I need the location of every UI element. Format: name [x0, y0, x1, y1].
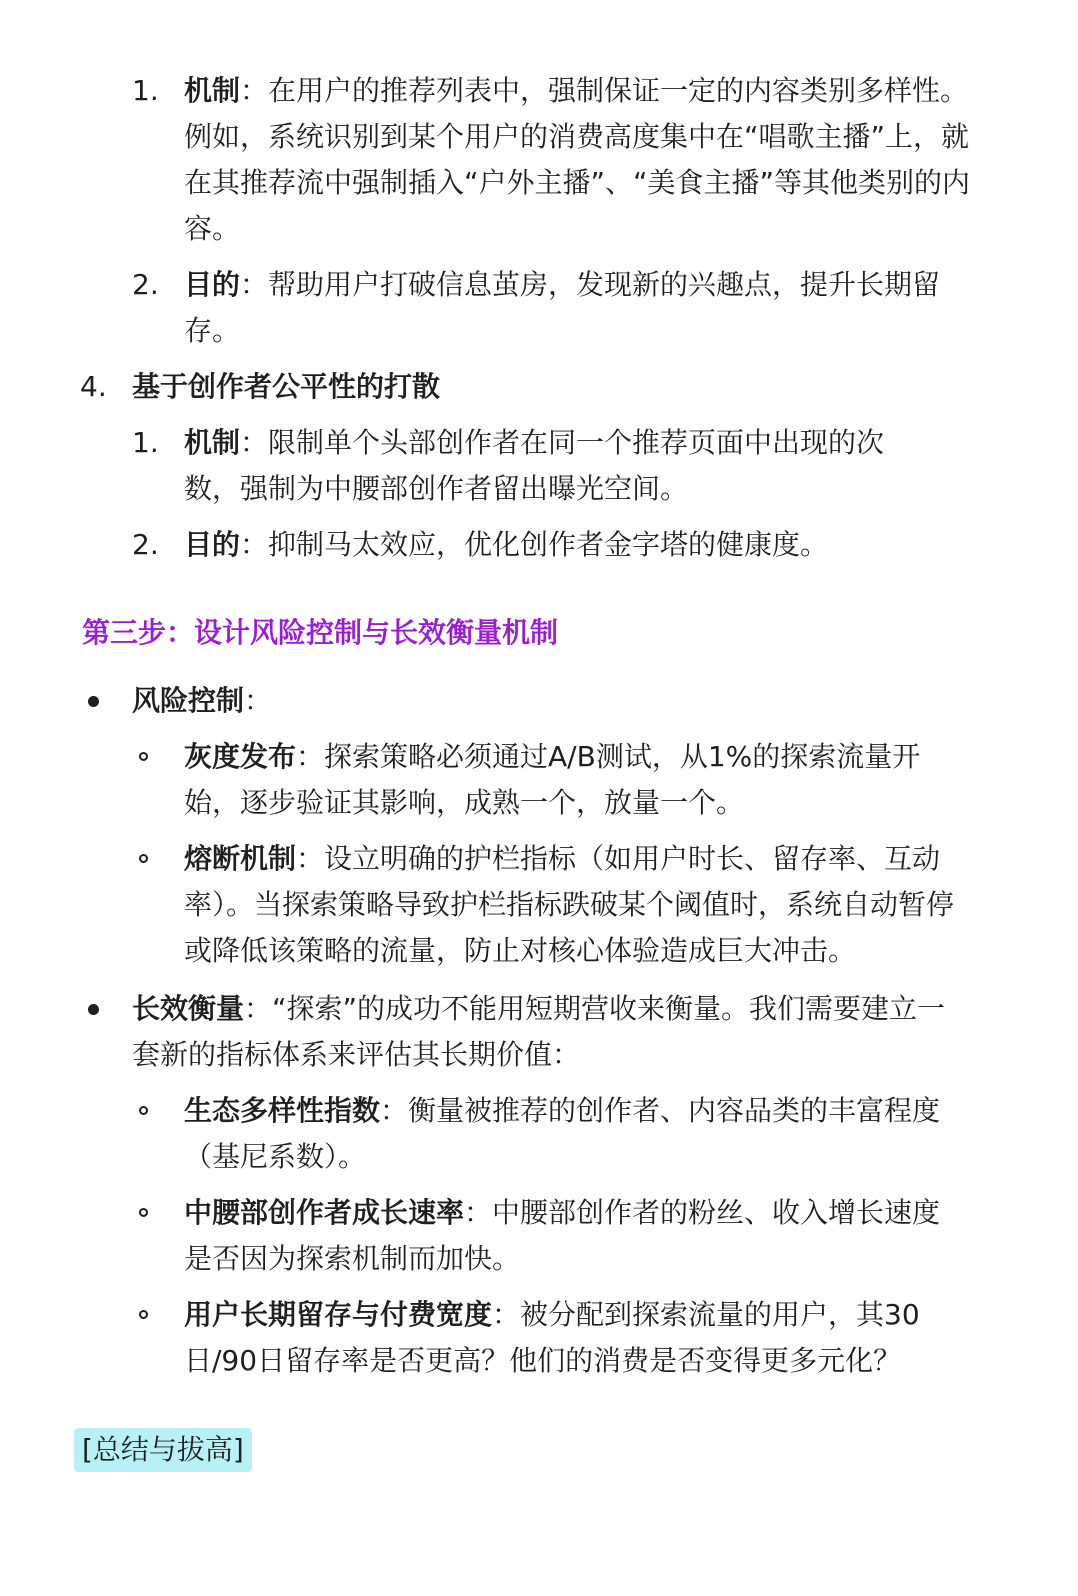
- item-label: 机制: [184, 74, 241, 107]
- item-text: 限制单个头部创作者在同一个推荐页面中出现的次数，强制为中腰部创作者留出曝光空间。: [184, 426, 885, 505]
- bullet-diversity-index: [184, 1088, 954, 1180]
- label-separator: ：: [380, 1094, 409, 1127]
- item-label: 长效衡量: [132, 992, 245, 1025]
- bullet-disc-icon: [88, 696, 99, 707]
- list-number: 4.: [80, 370, 107, 403]
- item-label: 熔断机制: [184, 842, 297, 875]
- bullet-circle-icon: [139, 1310, 148, 1319]
- bullet-long-term-measure: [132, 986, 972, 1078]
- bullet-circle-icon: [139, 854, 148, 863]
- item-text: “探索”的成功不能用短期营收来衡量。我们需要建立一套新的指标体系来评估其长期价值：: [132, 992, 946, 1071]
- summary-tag: [总结与拔高]: [74, 1428, 252, 1472]
- label-separator: ：: [296, 740, 325, 773]
- item-label: 目的: [184, 528, 241, 561]
- bullet-circle-icon: [139, 1106, 148, 1115]
- label-separator: ：: [240, 74, 269, 107]
- label-separator: ：: [296, 842, 325, 875]
- item-label: 中腰部创作者成长速率: [184, 1196, 465, 1229]
- list-item-mechanism: [184, 68, 974, 252]
- item-label: 用户长期留存与付费宽度: [184, 1298, 493, 1331]
- item-label: 风险控制: [132, 684, 245, 717]
- label-separator: ：: [464, 1196, 493, 1229]
- section-heading: 第三步：设计风险控制与长效衡量机制: [82, 616, 559, 649]
- bullet-circle-icon: [139, 1208, 148, 1217]
- bullet-circle-icon: [139, 752, 148, 761]
- list-number: 2.: [132, 528, 159, 561]
- item-label: 生态多样性指数: [184, 1094, 381, 1127]
- item-text: 帮助用户打破信息茧房，发现新的兴趣点，提升长期留存。: [184, 268, 941, 347]
- label-separator: ：: [244, 992, 273, 1025]
- item-text: 设立明确的护栏指标（如用户时长、留存率、互动率）。当探索策略导致护栏指标跌破某个阈值时，系统自动暂停或降低该策略的流量，防止对核心体验造成巨大冲击。: [184, 842, 955, 967]
- bullet-disc-icon: [88, 1004, 99, 1015]
- item-label: 灰度发布: [184, 740, 297, 773]
- label-separator: ：: [244, 684, 273, 717]
- list-number: 1.: [132, 426, 159, 459]
- item-text: 在用户的推荐列表中，强制保证一定的内容类别多样性。例如，系统识别到某个用户的消费高度集中在“唱歌主播”上，就在其推荐流中强制插入“户外主播”、“美食主播”等其他类别的内容。: [184, 74, 971, 245]
- list-item-title: 基于创作者公平性的打散: [132, 370, 441, 403]
- bullet-gray-release: [184, 734, 964, 826]
- list-item-purpose: [184, 262, 954, 354]
- item-text: 抑制马太效应，优化创作者金字塔的健康度。: [268, 528, 829, 561]
- item-text: 衡量被推荐的创作者、内容品类的丰富程度（基尼系数）。: [184, 1094, 941, 1173]
- label-separator: ：: [492, 1298, 521, 1331]
- label-separator: ：: [240, 268, 269, 301]
- bullet-creator-growth: [184, 1190, 954, 1282]
- list-item-purpose: [184, 522, 984, 568]
- list-item-mechanism: [184, 420, 924, 512]
- item-label: 目的: [184, 268, 241, 301]
- item-text: 被分配到探索流量的用户，其30日/90日留存率是否更高？他们的消费是否变得更多元化？: [184, 1298, 920, 1377]
- bullet-retention-payment: [184, 1292, 964, 1384]
- label-separator: ：: [240, 528, 269, 561]
- bullet-circuit-breaker: [184, 836, 974, 974]
- list-number: 2.: [132, 268, 159, 301]
- bullet-risk-control: [132, 678, 972, 724]
- item-text: 中腰部创作者的粉丝、收入增长速度是否因为探索机制而加快。: [184, 1196, 941, 1275]
- label-separator: ：: [240, 426, 269, 459]
- list-number: 1.: [132, 74, 159, 107]
- item-label: 机制: [184, 426, 241, 459]
- item-text: 探索策略必须通过A/B测试，从1%的探索流量开始，逐步验证其影响，成熟一个，放量一个。: [184, 740, 921, 819]
